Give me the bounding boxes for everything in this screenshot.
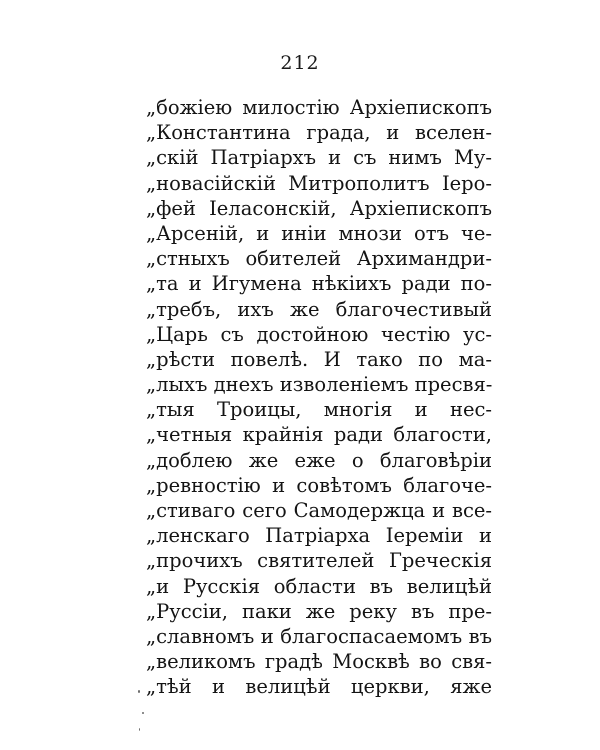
text-line-15: „доблею же еже о благовѣрiи	[146, 448, 492, 472]
text-line-13: „тыя Троицы, многiя и нес-	[146, 398, 492, 422]
page-number: 212	[280, 52, 320, 74]
text-line-21: „Руссiи, паки же реку въ пре-	[146, 599, 492, 623]
text-line-11: „рѣсти повелѣ. И тако по ма-	[146, 347, 492, 371]
scan-speck	[138, 690, 140, 693]
text-line-12: „лыхъ днехъ изволенiемъ пресвя-	[146, 373, 493, 397]
text-line-1: „божiею милостiю Архiепископъ	[146, 96, 492, 119]
text-line-5: „фей Iеласонскiй, Архiепископъ	[146, 196, 492, 220]
text-line-24: „тѣй и велицѣй церкви, яже	[146, 675, 492, 699]
text-line-7: „стныхъ обителей Архимандри-	[146, 247, 492, 271]
text-line-20: „и Русскiя области въ велицѣй	[146, 574, 492, 598]
text-line-23: „великомъ градѣ Москвѣ во свя-	[146, 650, 492, 674]
text-line-6: „Арсенiй, и инiи мнози отъ че-	[146, 221, 492, 245]
body-text	[146, 95, 492, 700]
text-line-14: „четныя крайнiя ради благости,	[146, 423, 492, 447]
text-line-16: „ревностiю и совѣтомъ благоче-	[146, 473, 492, 497]
text-line-9: „требъ, ихъ же благочестивый	[146, 297, 492, 321]
text-line-4: „новасiйскiй Митрополитъ Iеро-	[146, 171, 492, 195]
text-line-22: „славномъ и благоспасаемомъ въ	[146, 624, 492, 648]
text-line-3: „скiй Патрiархъ и съ нимъ Му-	[146, 146, 492, 170]
text-line-19: „прочихъ святителей Греческiя	[146, 549, 492, 573]
text-line-18: „ленскаго Патрiарха Iеремiи и	[146, 524, 492, 548]
text-line-8: „та и Игумена нѣкiихъ ради по-	[146, 272, 492, 296]
text-line-2: „Константина града, и вселен-	[146, 121, 492, 145]
scan-speck	[142, 712, 144, 714]
text-line-17: „стиваго сего Самодержца и все-	[146, 499, 492, 522]
text-line-10: „Царь съ достойною честiю ус-	[146, 322, 492, 346]
scan-speck	[139, 728, 140, 731]
